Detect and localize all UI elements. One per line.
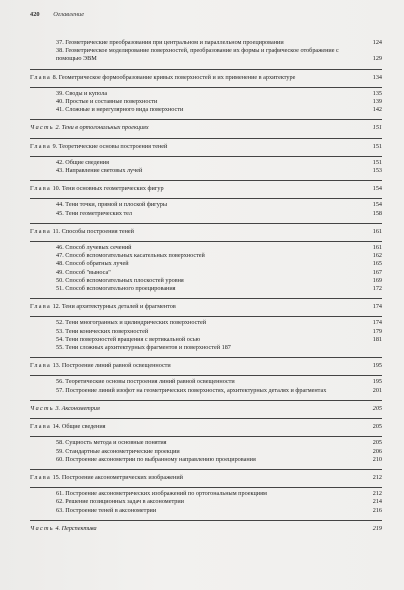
toc-part <box>30 525 382 533</box>
chapter-label: Глава <box>30 142 52 150</box>
toc-entry <box>30 285 382 293</box>
section-divider <box>30 138 382 139</box>
toc-title <box>30 319 382 327</box>
toc-title <box>30 167 382 175</box>
section-divider <box>30 69 382 70</box>
toc-entry <box>30 269 382 277</box>
page-header <box>30 11 384 18</box>
toc-title <box>30 39 382 47</box>
section-divider <box>30 180 382 181</box>
toc-entry <box>30 378 382 386</box>
toc-page-number: 154 <box>372 185 382 193</box>
chapter-label: Глава <box>30 473 52 481</box>
part-label: Часть <box>30 524 54 532</box>
section-divider <box>30 316 382 317</box>
toc-page-number: 216 <box>372 506 382 514</box>
toc-title-text: 15. Построение аксонометрических изображений <box>52 473 183 481</box>
toc-page-number: 174 <box>372 303 382 311</box>
toc-page-number: 205 <box>372 439 382 447</box>
toc-page-number: 205 <box>372 423 382 431</box>
toc-title-text: 62. Решение позиционных задач в аксонометрии <box>56 498 184 506</box>
toc-page-number: 129 <box>372 55 382 63</box>
toc-entry <box>30 507 382 515</box>
toc-page-number: 212 <box>372 473 382 481</box>
toc-title <box>30 269 382 277</box>
toc-page-number: 174 <box>372 319 382 327</box>
toc-page-number: 124 <box>372 39 382 46</box>
section-divider <box>30 469 382 470</box>
toc-title <box>30 336 382 344</box>
toc-chapter <box>30 228 382 236</box>
toc-chapter <box>30 303 382 311</box>
section-divider <box>30 487 382 488</box>
toc-page-number: 201 <box>372 386 382 394</box>
toc-page-number: 195 <box>372 378 382 386</box>
toc-title <box>30 106 382 114</box>
toc-title-text: 11. Способы построения теней <box>52 227 134 235</box>
toc-page-number: 151 <box>372 158 382 166</box>
toc-page-number: 151 <box>372 142 382 150</box>
toc-entry <box>30 439 382 447</box>
toc-title <box>30 362 382 370</box>
section-divider <box>30 119 382 120</box>
toc-title <box>30 490 382 498</box>
toc-page-number: 134 <box>372 73 382 81</box>
chapter-label: Глава <box>30 303 52 311</box>
toc-title <box>30 285 382 293</box>
toc-title-text: 56. Теоретические основы построения линий равной освещенности <box>56 378 235 386</box>
toc-title-text: 49. Способ "выноса" <box>56 268 111 276</box>
toc-part <box>30 405 382 413</box>
toc-title <box>30 98 382 106</box>
toc-page-number: 206 <box>372 447 382 455</box>
part-label: Часть <box>30 404 54 412</box>
section-divider <box>30 198 382 199</box>
toc-entry <box>30 387 382 395</box>
toc-entry <box>30 98 382 106</box>
toc-entry <box>30 498 382 506</box>
toc-title <box>30 277 382 285</box>
toc-entry <box>30 448 382 456</box>
toc-entry <box>30 201 382 209</box>
toc-title-text: 40. Простые и составные поверхности <box>56 98 158 106</box>
toc-page-number: 154 <box>372 201 382 209</box>
toc-title-text: 55. Тени сложных архитектурных фрагментов и поверхностей 187 <box>56 344 231 352</box>
toc-page-number: 214 <box>372 498 382 506</box>
toc-title-text: 59. Стандартные аксонометрические проекции <box>56 447 180 455</box>
toc-chapter <box>30 474 382 482</box>
toc-page-number: 161 <box>372 244 382 252</box>
toc-chapter <box>30 74 382 82</box>
toc-title <box>30 185 382 193</box>
toc-title-text: 46. Способ лучевых сечений <box>56 244 132 252</box>
toc-entry <box>30 39 382 47</box>
toc-entry <box>30 336 382 344</box>
toc-title <box>30 228 382 236</box>
toc-title <box>30 47 382 63</box>
toc-title-text: 44. Тени точки, прямой и плоской фигуры <box>56 201 168 209</box>
chapter-label: Глава <box>30 73 52 81</box>
toc-entry <box>30 260 382 268</box>
toc-title-text: 13. Построение линий равной освещенности <box>52 362 171 370</box>
toc-title-text: 37. Геометрические преобразования при центральном и параллельном проецировании <box>56 39 284 46</box>
toc-page-number: 172 <box>372 285 382 293</box>
part-label: Часть <box>30 124 54 132</box>
toc-page-number: 153 <box>372 167 382 175</box>
section-divider <box>30 223 382 224</box>
toc-page-number: 142 <box>372 106 382 114</box>
toc-entry <box>30 47 382 63</box>
toc-title-text: 47. Способ вспомогательных касательных поверхностей <box>56 252 205 260</box>
toc-page-number: 179 <box>372 327 382 335</box>
toc-page-number: 139 <box>372 98 382 106</box>
toc-title <box>30 507 382 515</box>
toc-entry <box>30 90 382 98</box>
toc-page-number: 135 <box>372 89 382 97</box>
chapter-label: Глава <box>30 362 52 370</box>
section-divider <box>30 357 382 358</box>
toc-entry <box>30 244 382 252</box>
section-divider <box>30 520 382 521</box>
toc-title-text: 52. Тени многогранных и цилиндрических поверхностей <box>56 319 207 327</box>
toc-page-number: 151 <box>372 124 382 132</box>
toc-page-number: 212 <box>372 490 382 498</box>
toc-page-number: 181 <box>372 335 382 343</box>
toc-title-text: 60. Построение аксонометрии по выбранному направлению проецирования <box>56 455 256 463</box>
toc-title-text: 63. Построение теней в аксонометрии <box>56 506 157 514</box>
section-divider <box>30 241 382 242</box>
toc-entry <box>30 277 382 285</box>
toc-title-text: 51. Способ вспомогательного проецирования <box>56 285 176 293</box>
toc-title-text: 12. Тени архитектурных деталей и фрагментов <box>52 303 176 311</box>
toc-chapter <box>30 423 382 431</box>
toc-chapter <box>30 185 382 193</box>
toc-title <box>30 210 382 218</box>
chapter-label: Глава <box>30 227 52 235</box>
page-number: 420 <box>30 11 40 18</box>
toc-title-text: 58. Сущность метода и основные понятия <box>56 439 167 447</box>
toc-title <box>30 159 382 167</box>
toc-title <box>30 474 382 482</box>
toc-entry <box>30 106 382 114</box>
toc-title-text: 2. Тени в ортогональных проекциях <box>55 124 149 132</box>
toc-title-text: 14. Общие сведения <box>52 423 106 431</box>
toc-title-text: 10. Тени основных геометрических фигур <box>52 185 164 193</box>
toc-page-number: 210 <box>372 455 382 463</box>
section-divider <box>30 436 382 437</box>
toc-title <box>30 525 382 533</box>
toc-title <box>30 498 382 506</box>
running-title: Оглавление <box>53 11 85 18</box>
table-of-contents <box>30 39 382 533</box>
toc-title-text: 48. Способ обратных лучей <box>56 260 129 268</box>
toc-title <box>30 423 382 431</box>
toc-title-text: 45. Тени геометрических тел <box>56 209 133 217</box>
toc-title <box>30 439 382 447</box>
toc-title-text: 4. Перспектива <box>55 524 97 532</box>
toc-entry <box>30 159 382 167</box>
section-divider <box>30 418 382 419</box>
toc-chapter <box>30 362 382 370</box>
section-divider <box>30 298 382 299</box>
toc-title <box>30 260 382 268</box>
toc-part <box>30 124 382 132</box>
toc-title-text: 9. Теоретические основы построения теней <box>52 142 168 150</box>
section-divider <box>30 375 382 376</box>
toc-title <box>30 124 382 132</box>
toc-entry <box>30 319 382 327</box>
section-divider <box>30 400 382 401</box>
toc-title <box>30 244 382 252</box>
toc-page-number: 165 <box>372 260 382 268</box>
toc-entry <box>30 252 382 260</box>
section-divider <box>30 156 382 157</box>
toc-title-text: 54. Тени поверхностей вращения с вертикальной осью <box>56 335 201 343</box>
toc-entry <box>30 490 382 498</box>
toc-title <box>30 344 382 352</box>
section-divider <box>30 87 382 88</box>
toc-title-text: 42. Общие сведения <box>56 158 109 166</box>
toc-page-number: 167 <box>372 268 382 276</box>
toc-title-text: 57. Построение линий изофот на геометрических поверхностях, архитектурных деталях и фрагментах <box>56 386 327 394</box>
toc-chapter <box>30 143 382 151</box>
toc-title <box>30 405 382 413</box>
chapter-label: Глава <box>30 185 52 193</box>
toc-title <box>30 328 382 336</box>
toc-title-text: 43. Направление световых лучей <box>56 167 143 175</box>
toc-page-number: 195 <box>372 362 382 370</box>
toc-title <box>30 90 382 98</box>
toc-page-number: 219 <box>372 524 382 532</box>
toc-title <box>30 456 382 464</box>
toc-entry <box>30 344 382 352</box>
toc-title-text: 39. Своды и купола <box>56 89 108 97</box>
toc-page-number: 158 <box>372 209 382 217</box>
toc-title-text: 3. Аксонометрия <box>55 404 100 412</box>
toc-page-number: 169 <box>372 276 382 284</box>
toc-page-number: 162 <box>372 252 382 260</box>
toc-title <box>30 378 382 386</box>
chapter-label: Глава <box>30 423 52 431</box>
toc-title-text: 8. Геометрическое формообразование кривых поверхностей и их применение в архитектуре <box>52 73 296 81</box>
toc-title <box>30 252 382 260</box>
toc-title <box>30 303 382 311</box>
toc-title <box>30 74 382 82</box>
toc-title-text: 53. Тени конических поверхностей <box>56 327 149 335</box>
toc-title <box>30 143 382 151</box>
toc-entry <box>30 328 382 336</box>
toc-title <box>30 387 382 395</box>
toc-page-number: 161 <box>372 227 382 235</box>
toc-title <box>30 448 382 456</box>
toc-entry <box>30 210 382 218</box>
toc-title-text: 61. Построение аксонометрических изображений по ортогональным проекциям <box>56 490 267 498</box>
toc-title-text: 38. Геометрическое моделирование поверхностей, преобразование их формы и графическое отображение с помощью ЭВМ <box>56 47 339 63</box>
toc-entry <box>30 456 382 464</box>
toc-title-text: 41. Сложные и нерегулярного вида поверхности <box>56 106 184 114</box>
toc-title <box>30 201 382 209</box>
toc-page-number: 205 <box>372 404 382 412</box>
toc-entry <box>30 167 382 175</box>
toc-title-text: 50. Способ вспомогательных плоскостей уровня <box>56 276 184 284</box>
